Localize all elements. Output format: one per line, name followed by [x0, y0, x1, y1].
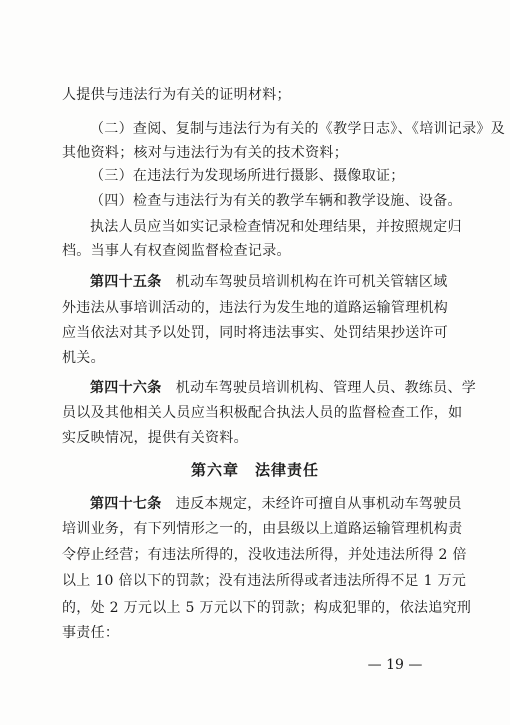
text-line: 实反映情况，提供有关资料。: [62, 430, 248, 446]
article-45-line: 第四十五条 机动车驾驶员培训机构在许可机关管辖区域: [90, 274, 448, 290]
text-line: 应当依法对其予以处罚，同时将违法事实、处罚结果抄送许可: [62, 325, 449, 341]
text-line: 机关。: [62, 350, 105, 366]
text-line: （二）查阅、复制与违法行为有关的《教学日志》、《培训记录》及: [90, 121, 505, 137]
text-line: 培训业务，有下列情形之一的，由县级以上道路运输管理机构责: [62, 521, 463, 537]
article-number: 第四十五条: [90, 274, 162, 290]
article-46-line: 第四十六条 机动车驾驶员培训机构、管理人员、教练员、学: [90, 380, 477, 396]
article-number: 第四十七条: [90, 496, 162, 512]
page-number: — 19 —: [367, 657, 423, 673]
text-line: 其他资料；核对与违法行为有关的技术资料；: [62, 145, 348, 161]
text-line: （四）检查与违法行为有关的教学车辆和教学设施、设备。: [90, 193, 462, 209]
text-line: 员以及其他相关人员应当积极配合执法人员的监督检查工作，如: [62, 405, 463, 421]
text-line: 事责任：: [62, 625, 120, 641]
text-line: 的，处 2 万元以上 5 万元以下的罚款；构成犯罪的，依法追究刑: [62, 600, 472, 616]
article-47-line: 第四十七条 违反本规定，未经许可擅自从事机动车驾驶员: [90, 496, 462, 512]
text-line: 执法人员应当如实记录检查情况和处理结果，并按照规定归: [90, 219, 462, 235]
chapter-title: 第六章 法律责任: [190, 461, 319, 479]
text-line: 以上 10 倍以下的罚款；没有违法所得或者违法所得不足 1 万元: [62, 573, 467, 589]
text-line: 令停止经营；有违法所得的，没收违法所得，并处违法所得 2 倍: [62, 547, 467, 563]
text-line: （三）在违法行为发现场所进行摄影、摄像取证；: [90, 168, 405, 184]
text-line: 人提供与违法行为有关的证明材料；: [62, 87, 291, 103]
text-line: 外违法从事培训活动的，违法行为发生地的道路运输管理机构: [62, 300, 449, 316]
text-line: 档。当事人有权查阅监督检查记录。: [62, 243, 291, 259]
article-number: 第四十六条: [90, 380, 162, 396]
